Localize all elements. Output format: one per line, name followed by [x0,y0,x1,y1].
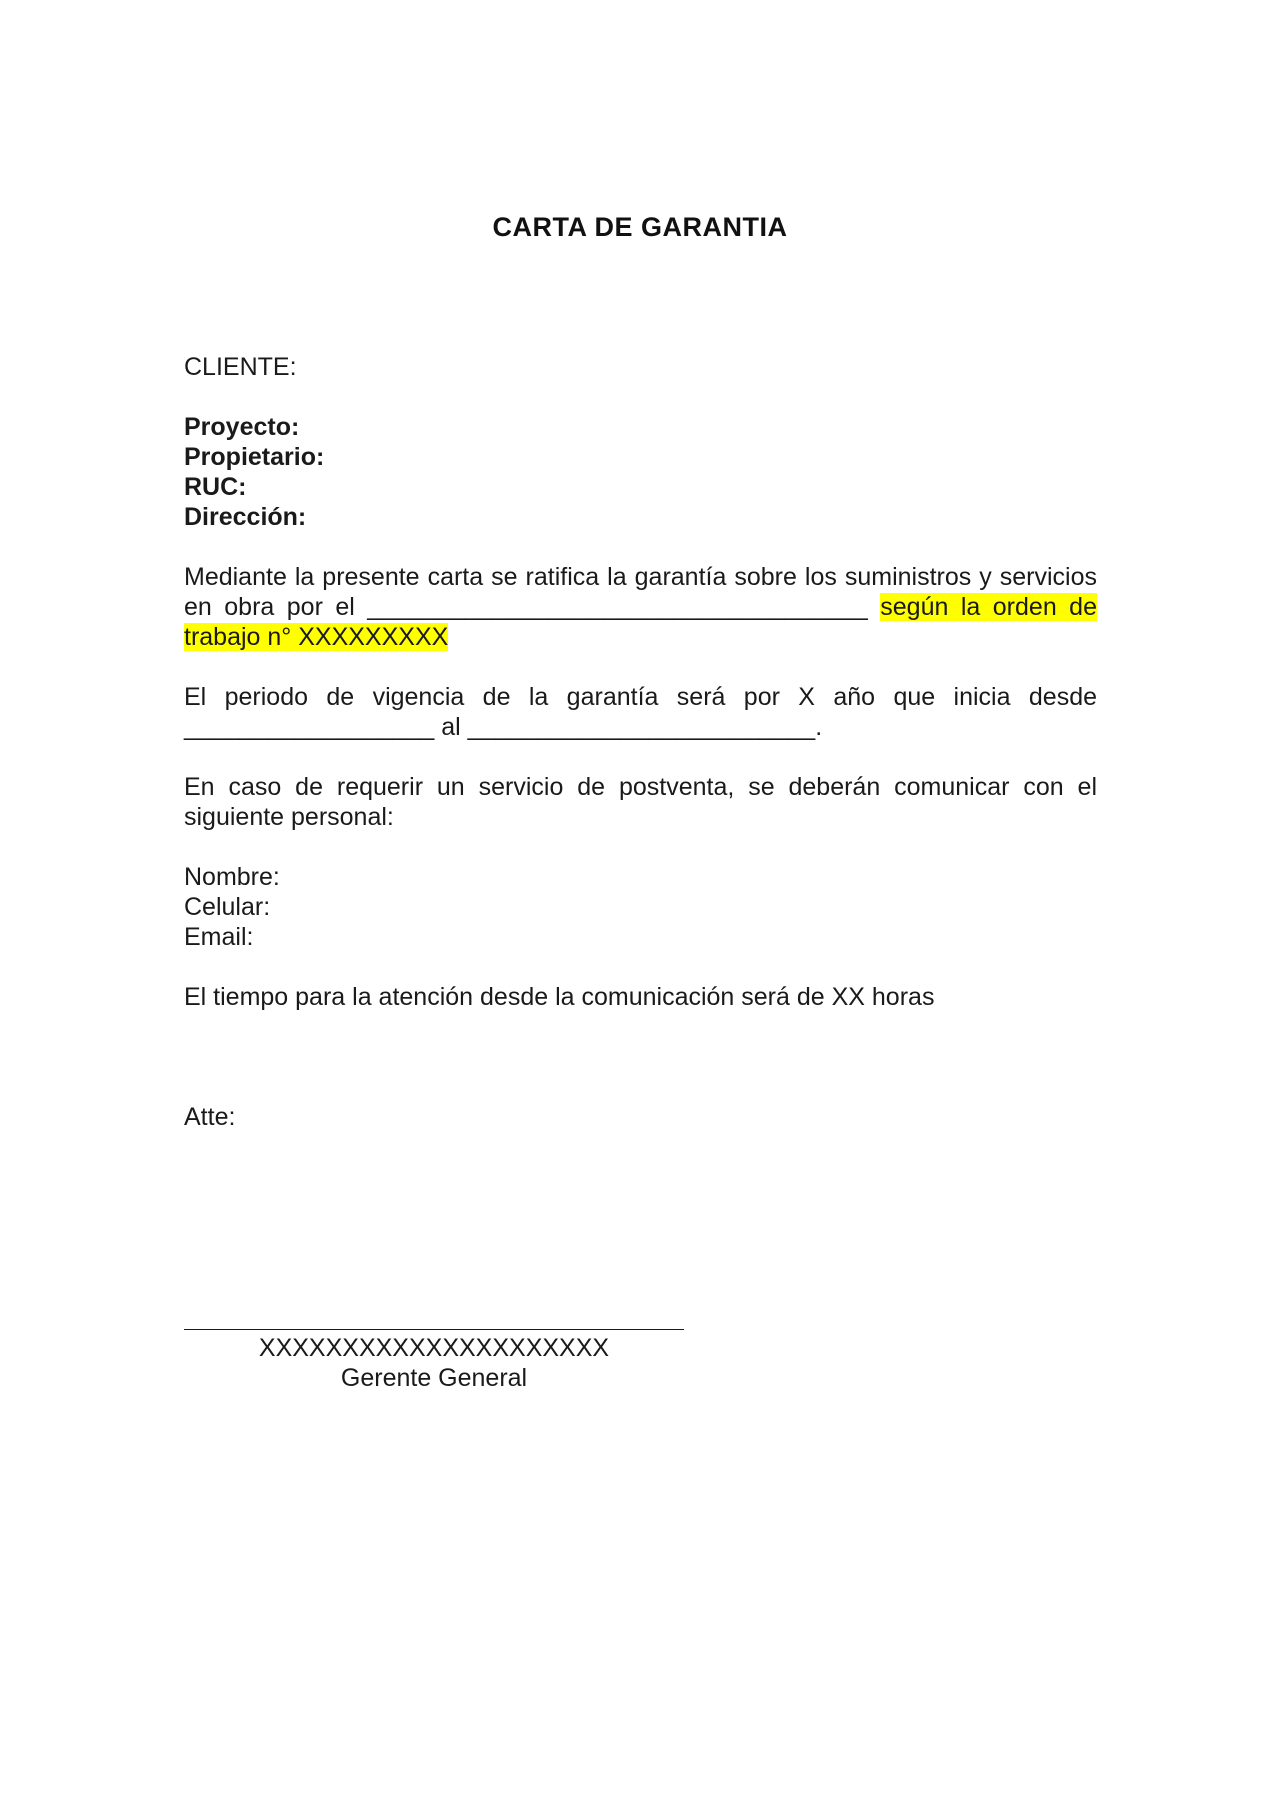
response-time-paragraph: El tiempo para la atención desde la comunicación será de XX horas [184,983,935,1011]
signatory-name: XXXXXXXXXXXXXXXXXXXXX [258,1334,610,1362]
signatory-role: Gerente General [340,1364,528,1392]
closing-atte: Atte: [184,1103,236,1131]
ruc-label: RUC: [184,473,247,501]
guarantee-paragraph [184,562,1097,652]
cliente-label: CLIENTE: [184,353,297,381]
postventa-paragraph: En caso de requerir un servicio de postventa, se deberán comunicar con el siguiente personal: [184,773,1097,831]
contact-celular-label: Celular: [184,893,271,921]
signature-line [184,1303,684,1333]
signature-block [184,1303,684,1393]
proyecto-label: Proyecto: [184,413,300,441]
validity-paragraph: El periodo de vigencia de la garantía será por X año que inicia desde __________________ al _________________________. [184,683,1097,741]
work-order-highlight: según la orden de trabajo n° XXXXXXXXX [184,593,1097,651]
document-body [184,352,1097,1132]
document-title: CARTA DE GARANTIA [492,212,788,242]
contact-nombre-label: Nombre: [184,863,280,891]
contact-email-label: Email: [184,923,254,951]
direccion-label: Dirección: [184,503,307,531]
guarantee-text: Mediante la presente carta se ratifica la garantía sobre los suministros y servicios en obra por el ____________________________________ [184,563,1097,621]
propietario-label: Propietario: [184,443,325,471]
